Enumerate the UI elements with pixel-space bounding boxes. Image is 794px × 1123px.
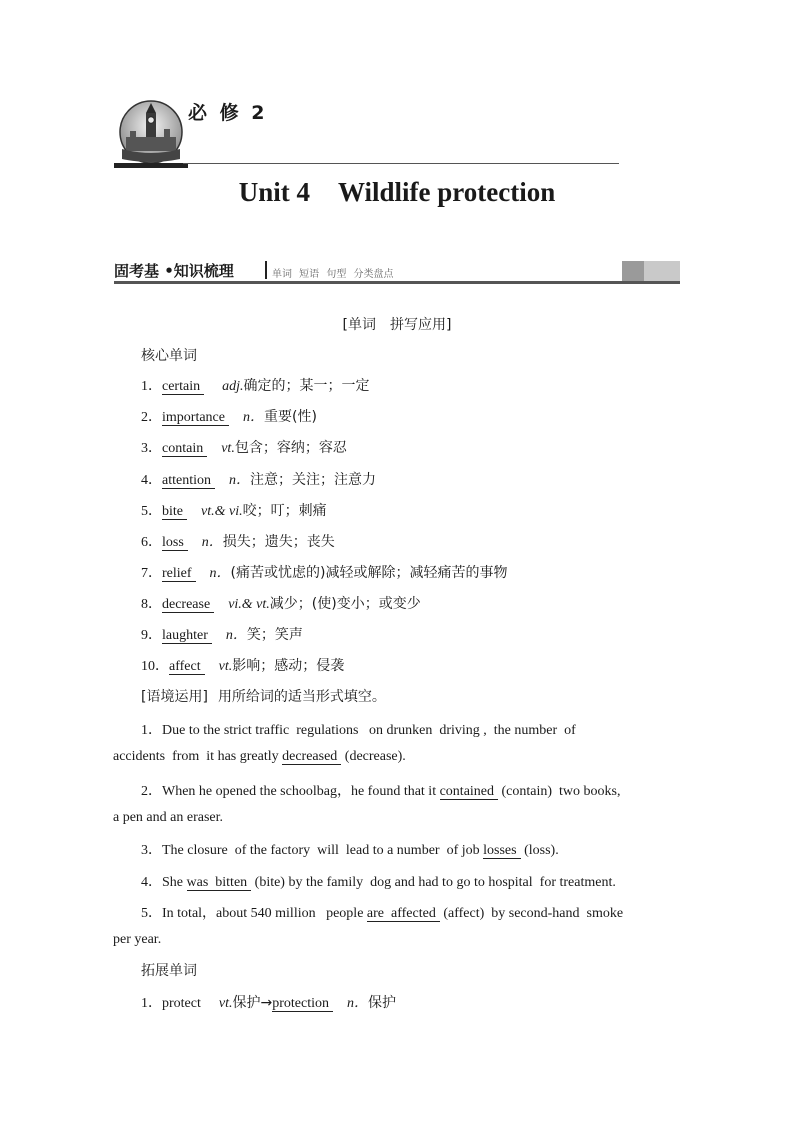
section-divider — [265, 261, 267, 279]
context-heading: [语境运用] — [141, 689, 208, 705]
item-number: 10． — [141, 659, 169, 674]
extended-words-heading: 拓展单词 — [141, 963, 197, 979]
exercise-text: (contain) two books, — [498, 784, 621, 799]
exercise-4 — [141, 871, 616, 891]
answer-word: decrease — [162, 597, 214, 613]
meaning: 减少；(使)变小；或变少 — [269, 596, 421, 612]
item-number: 7． — [141, 566, 162, 581]
meaning: 保护 — [367, 995, 396, 1011]
exercise-answer: losses — [483, 843, 520, 859]
exercise-number: 4． — [141, 875, 162, 890]
exercise-1-line-1 — [141, 719, 576, 739]
item-number: 3． — [141, 441, 162, 456]
big-ben-logo — [118, 99, 184, 165]
part-of-speech: n． — [225, 628, 247, 643]
exercise-5-line-2: per year. — [113, 932, 162, 947]
answer-word: importance — [162, 410, 229, 426]
list-item — [141, 562, 507, 582]
exercise-answer: contained — [440, 784, 498, 800]
meaning: 注意；关注；注意力 — [250, 472, 376, 488]
unit-topic: Wildlife protection — [338, 177, 556, 207]
section-underline — [114, 281, 680, 284]
exercise-2-line-2: a pen and an eraser. — [113, 810, 223, 825]
core-words-heading: 核心单词 — [141, 348, 197, 364]
meaning: (痛苦或忧虑的)减轻或解除；减轻痛苦的事物 — [230, 565, 508, 581]
answer-word: certain — [162, 379, 204, 395]
context-instruction: 用所给词的适当形式填空。 — [217, 689, 386, 705]
part-of-speech: vt. — [218, 996, 233, 1011]
list-item — [141, 437, 347, 457]
exercise-text: The closure of the factory will lead to a number of job — [162, 843, 484, 858]
exercise-number: 1． — [141, 723, 162, 738]
header-rule-thick — [114, 163, 188, 168]
exercise-number: 3． — [141, 843, 162, 858]
list-item — [141, 531, 335, 551]
base-word: protect — [162, 996, 201, 1011]
context-heading-row — [141, 686, 386, 706]
part-of-speech: vt. — [218, 659, 233, 674]
unit-number: Unit 4 — [238, 177, 310, 207]
exercise-number: 2． — [141, 784, 162, 799]
list-item — [141, 593, 421, 613]
exercise-3 — [141, 839, 559, 859]
exercise-text: (decrease). — [341, 749, 406, 764]
item-number: 5． — [141, 504, 162, 519]
exercise-text: (bite) by the family dog and had to go to hospital for treatment. — [251, 875, 616, 890]
exercise-text: Due to the strict traffic regulations on drunken driving , the number of — [162, 723, 576, 738]
list-item — [141, 500, 327, 520]
exercise-text: accidents from it has greatly — [113, 749, 283, 764]
list-item — [141, 469, 376, 489]
exercise-text: In total，about 540 million people — [162, 906, 367, 921]
part-of-speech: vi.& vt. — [228, 597, 270, 612]
part-of-speech: n． — [229, 473, 250, 488]
item-number: 1． — [141, 996, 162, 1011]
part-of-speech: n． — [346, 996, 368, 1011]
meaning: 笑；笑声 — [246, 627, 303, 643]
exercise-text: (affect) by second-hand smoke — [439, 906, 624, 921]
part-of-speech: vt.& vi. — [201, 504, 243, 519]
section-block-dark — [622, 261, 644, 281]
list-item — [141, 992, 396, 1012]
meaning: 损失；遗失；丧失 — [222, 534, 335, 550]
exercise-text: (loss). — [520, 843, 559, 858]
answer-word: protection — [272, 996, 333, 1012]
meaning: 确定的；某一；一定 — [243, 378, 370, 394]
item-number: 8． — [141, 597, 162, 612]
answer-word: bite — [162, 504, 187, 520]
list-item — [141, 655, 344, 675]
part-of-speech: n． — [201, 535, 223, 550]
list-item — [141, 624, 303, 644]
answer-word: laughter — [162, 628, 212, 644]
answer-word: attention — [162, 473, 215, 489]
item-number: 4． — [141, 473, 162, 488]
exercise-2-line-1 — [141, 780, 621, 800]
section-sub: 单词 短语 句型 分类盘点 — [272, 269, 394, 280]
exercise-text: When he opened the schoolbag，he found that it — [162, 784, 440, 799]
item-number: 9． — [141, 628, 162, 643]
list-item — [141, 375, 369, 395]
section-label: 固考基 •知识梳理 — [114, 262, 234, 280]
subsection-title: [单词 拼写应用] — [342, 317, 452, 333]
section-block-light — [644, 261, 680, 281]
part-of-speech: vt. — [221, 441, 235, 456]
exercise-number: 5． — [141, 906, 162, 921]
answer-word: loss — [162, 535, 188, 551]
meaning: 包含；容纳；容忍 — [234, 440, 347, 456]
meaning: 保护→ — [232, 995, 273, 1011]
book-title: 必 修 2 — [188, 102, 268, 124]
part-of-speech: n． — [242, 410, 264, 425]
meaning: 咬；叮；刺痛 — [242, 503, 327, 519]
answer-word: contain — [162, 441, 207, 457]
item-number: 2． — [141, 410, 162, 425]
answer-word: affect — [169, 659, 205, 675]
unit-title — [0, 177, 794, 208]
exercise-answer: decreased — [282, 749, 341, 765]
meaning: 影响；感动；侵袭 — [232, 658, 345, 674]
exercise-5-line-1 — [141, 902, 623, 922]
meaning: 重要(性) — [263, 409, 317, 425]
section-bar — [114, 259, 680, 285]
answer-word: relief — [162, 566, 196, 582]
part-of-speech: n． — [209, 566, 231, 581]
header-rule — [183, 163, 619, 164]
item-number: 1． — [141, 379, 162, 394]
exercise-answer: are affected — [367, 906, 440, 922]
exercise-text: She — [162, 875, 187, 890]
item-number: 6． — [141, 535, 162, 550]
exercise-answer: was bitten — [187, 875, 252, 891]
part-of-speech: adj. — [222, 379, 244, 394]
list-item — [141, 406, 317, 426]
exercise-1-line-2 — [113, 749, 406, 765]
